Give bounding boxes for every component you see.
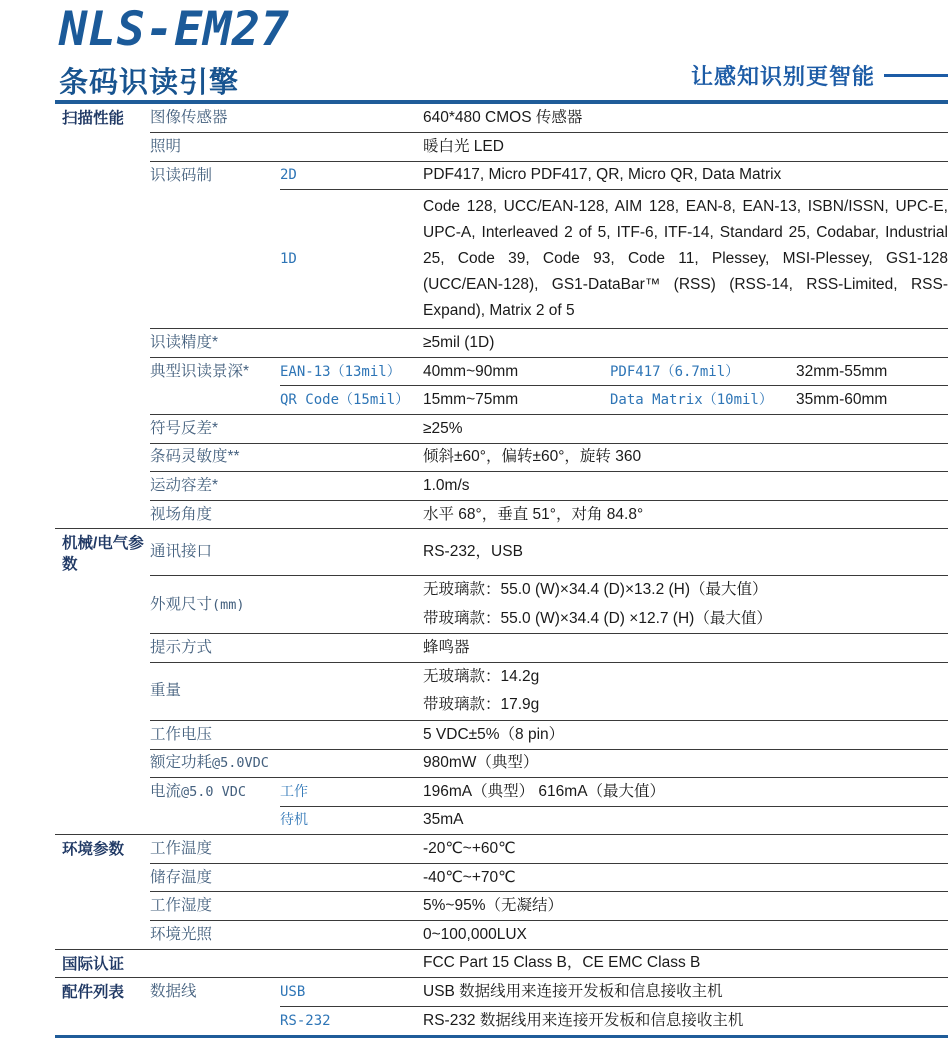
row-label: 额定功耗 [150,754,213,772]
section-cell [55,863,150,892]
section-cell [55,778,150,807]
row-label-cell [150,835,280,864]
row-value: Code 128, UCC/EAN-128, AIM 128, EAN-8, EAN-13, ISBN/ISSN, UPC-E, UPC-A, Interleaved 2 of 5, ITF-6, ITF-14, Standard 25, Codabar, Industrial 25, Code 39, Code 93, Code 11, Plessey, MSI-Plessey, GS1-128 (UCC/EAN-128), GS1-DataBar™ (RSS) (RSS-14, RSS-Limited, RSS-Expand), Matrix 2 of 5 [423,198,948,320]
table-row [55,500,948,529]
section-cell [55,634,150,663]
section-cell [55,662,150,720]
row-sublabel-cell [280,949,423,978]
section-cell [55,949,150,978]
table-row [55,472,948,501]
row-value-cell [423,529,948,576]
table-row [55,386,948,415]
table-row [55,749,948,778]
row-value-cell [423,357,948,386]
row-sublabel: PDF417（6.7mil） [610,363,740,380]
section-cell [55,575,150,633]
table-row [55,1006,948,1035]
section-cell [55,357,150,386]
row-label: 工作湿度 [150,897,213,915]
row-sublabel-cell [280,575,423,633]
row-label-cell [150,892,280,921]
section-cell [55,1006,150,1035]
row-label-cell [150,161,280,190]
row-sublabel-cell [280,386,423,415]
page-header [0,0,950,104]
row-sublabel-cell [280,104,423,133]
spec-table-body [55,104,948,1035]
table-row [55,161,948,190]
row-sublabel: 待机 [280,812,308,829]
row-value-cell [423,749,948,778]
table-row [55,634,948,663]
row-value: 水平 68°，垂直 51°，对角 84.8° [423,505,644,523]
row-value-cell [423,806,948,835]
row-value-cell [423,863,948,892]
row-label-cell [150,863,280,892]
row-label-cell [150,386,280,415]
section-label: 环境参数 [62,841,125,859]
section-cell [55,161,150,190]
tagline-text: 让感知识别更智能 [690,64,875,89]
row-sublabel: 工作 [280,783,308,800]
row-sublabel-cell [280,863,423,892]
row-value: 980mW（典型） [423,754,539,772]
row-sublabel-cell [280,357,423,386]
section-label: 配件列表 [62,984,125,1002]
row-label: 识读码制 [150,166,213,184]
row-label-cell [150,720,280,749]
row-label: 运动容差* [150,477,219,495]
spec-table [55,104,948,1035]
row-sublabel: RS-232 [280,1012,331,1029]
section-cell [55,835,150,864]
row-value: 0~100,000LUX [423,925,527,943]
section-cell [55,749,150,778]
row-value: 倾斜±60°，偏转±60°，旋转 360 [423,448,642,466]
row-value: 40mm~90mm [423,362,519,380]
row-value-line: 无玻璃款：14.2g [423,667,540,685]
section-cell [55,529,150,576]
row-label: 工作电压 [150,725,213,743]
row-sublabel-cell [280,806,423,835]
row-value-cell [423,892,948,921]
row-label: 提示方式 [150,638,213,656]
row-label-cell [150,357,280,386]
row-sublabel-cell [280,1006,423,1035]
row-value: 暖白光 LED [423,137,504,155]
row-label: 照明 [150,137,182,155]
row-sublabel-cell [280,720,423,749]
row-value-line: 无玻璃款：55.0 (W)×34.4 (D)×13.2 (H)（最大值） [423,580,768,598]
row-value-cell [423,500,948,529]
row-value: PDF417, Micro PDF417, QR, Micro QR, Data Matrix [423,166,782,184]
section-cell [55,500,150,529]
row-sublabel: 2D [280,167,297,184]
row-value-cell [423,472,948,501]
row-label-cell [150,662,280,720]
table-row [55,892,948,921]
row-value-cell [423,133,948,162]
row-label: 图像传感器 [150,109,228,127]
table-row [55,978,948,1007]
row-value-pair [423,362,948,382]
row-label-cell [150,443,280,472]
row-label-suffix: @5.0 VDC [181,784,247,801]
row-value: 640*480 CMOS 传感器 [423,109,583,127]
row-value: -40℃~+70℃ [423,868,516,886]
row-value-line: 带玻璃款：17.9g [423,696,540,714]
row-label: 识读精度* [150,334,219,352]
footer-rule [55,1035,948,1038]
row-value: 1.0m/s [423,477,470,495]
brand-logo: NLS-EM27 [59,2,290,57]
row-value-cell [423,443,948,472]
row-label-cell [150,500,280,529]
row-value: 35mA [423,811,464,829]
section-cell [55,978,150,1007]
row-value-cell [423,386,948,415]
section-cell [55,921,150,950]
row-sublabel: Data Matrix（10mil） [610,392,773,409]
row-value: RS-232，USB [423,543,523,561]
row-value-cell [423,720,948,749]
row-label-cell [150,634,280,663]
row-label-cell [150,133,280,162]
section-cell [55,133,150,162]
row-label-cell [150,949,280,978]
table-row [55,415,948,444]
table-row [55,662,948,720]
table-row [55,806,948,835]
table-row [55,863,948,892]
row-value-cell [423,104,948,133]
row-label-cell [150,529,280,576]
row-value-cell [423,978,948,1007]
row-label: 条码灵敏度** [150,448,240,466]
section-cell [55,806,150,835]
section-cell [55,472,150,501]
section-cell [55,415,150,444]
table-row [55,329,948,358]
section-cell [55,104,150,133]
row-sublabel-cell [280,133,423,162]
section-cell [55,386,150,415]
row-label-cell [150,1006,280,1035]
table-row [55,949,948,978]
section-cell [55,329,150,358]
table-row [55,529,948,576]
row-value: ≥25% [423,419,463,437]
section-cell [55,720,150,749]
row-value: -20℃~+60℃ [423,840,516,858]
row-label-cell [150,778,280,807]
section-cell [55,190,150,329]
tagline [691,60,948,100]
row-sublabel-cell [280,415,423,444]
row-value: 5 VDC±5%（8 pin） [423,725,565,743]
row-label: 电流 [150,783,182,801]
row-value: 32mm-55mm [796,362,888,380]
row-label-cell [150,921,280,950]
table-row [55,357,948,386]
row-sublabel-cell [280,778,423,807]
row-sublabel-cell [280,662,423,720]
row-value-cell [423,835,948,864]
row-value: USB 数据线用来连接开发板和信息接收主机 [423,983,723,1001]
table-row [55,575,948,633]
row-sublabel: 1D [280,251,297,268]
row-label-cell [150,472,280,501]
row-sublabel-cell [280,329,423,358]
row-label-cell [150,806,280,835]
row-value-cell [423,575,948,633]
page-title: 条码识读引擎 [59,67,240,99]
row-value: ≥5mil (1D) [423,334,495,352]
row-value-cell [423,778,948,807]
row-value-cell [423,921,948,950]
row-label: 视场角度 [150,505,213,523]
row-label-cell [150,190,280,329]
row-label: 外观尺寸 [150,595,213,613]
row-sublabel-cell [280,190,423,329]
row-sublabel-cell [280,892,423,921]
row-label-cell [150,415,280,444]
spec-sheet [55,104,948,1038]
table-row [55,104,948,133]
row-sublabel-cell [280,443,423,472]
section-cell [55,892,150,921]
row-value-cell [423,329,948,358]
row-label-cell [150,575,280,633]
row-sublabel-cell [280,921,423,950]
row-value: 196mA（典型） 616mA（最大值） [423,782,666,800]
row-label: 典型识读景深* [150,362,250,380]
row-label: 通讯接口 [150,543,213,561]
row-label: 储存温度 [150,868,213,886]
section-label: 机械/电气参数 [62,535,144,574]
row-value: 蜂鸣器 [423,638,470,656]
row-sublabel: USB [280,984,306,1001]
row-value-cell [423,190,948,329]
table-row [55,835,948,864]
row-value-cell [423,161,948,190]
table-row [55,921,948,950]
row-label-cell [150,104,280,133]
row-label: 重量 [150,682,182,700]
row-value: FCC Part 15 Class B，CE EMC Class B [423,954,701,972]
row-label: 数据线 [150,983,197,1001]
table-row [55,778,948,807]
tagline-dash-rule [884,74,948,77]
row-sublabel-cell [280,500,423,529]
row-value-cell [423,415,948,444]
table-row [55,720,948,749]
row-value-line: 带玻璃款：55.0 (W)×34.4 (D) ×12.7 (H)（最大值） [423,609,772,627]
section-label: 扫描性能 [62,110,125,127]
table-row [55,190,948,329]
title-row [59,60,948,100]
row-value-cell [423,949,948,978]
row-value: RS-232 数据线用来连接开发板和信息接收主机 [423,1011,744,1029]
row-value-cell [423,1006,948,1035]
row-label-suffix: @5.0VDC [212,755,269,772]
table-row [55,443,948,472]
row-label-cell [150,749,280,778]
row-sublabel-cell [280,161,423,190]
row-value: 15mm~75mm [423,391,519,409]
row-value-cell [423,634,948,663]
row-label-cell [150,978,280,1007]
row-sublabel-cell [280,978,423,1007]
row-sublabel-cell [280,749,423,778]
row-value: 35mm-60mm [796,391,888,409]
row-sublabel-cell [280,835,423,864]
row-label-cell [150,329,280,358]
row-sublabel-cell [280,634,423,663]
table-row [55,133,948,162]
row-value-cell [423,662,948,720]
row-label: 工作温度 [150,840,213,858]
row-sublabel-cell [280,529,423,576]
row-sublabel-cell [280,472,423,501]
row-value-pair [423,390,948,410]
section-label: 国际认证 [62,955,125,973]
row-sublabel: QR Code（15mil） [280,392,410,409]
section-cell [55,443,150,472]
row-label-suffix: (mm) [212,596,245,613]
row-sublabel: EAN-13（13mil） [280,363,401,380]
row-value: 5%~95%（无凝结） [423,897,563,915]
row-label: 环境光照 [150,925,213,943]
header-rule [55,100,948,104]
row-label: 符号反差* [150,419,219,437]
